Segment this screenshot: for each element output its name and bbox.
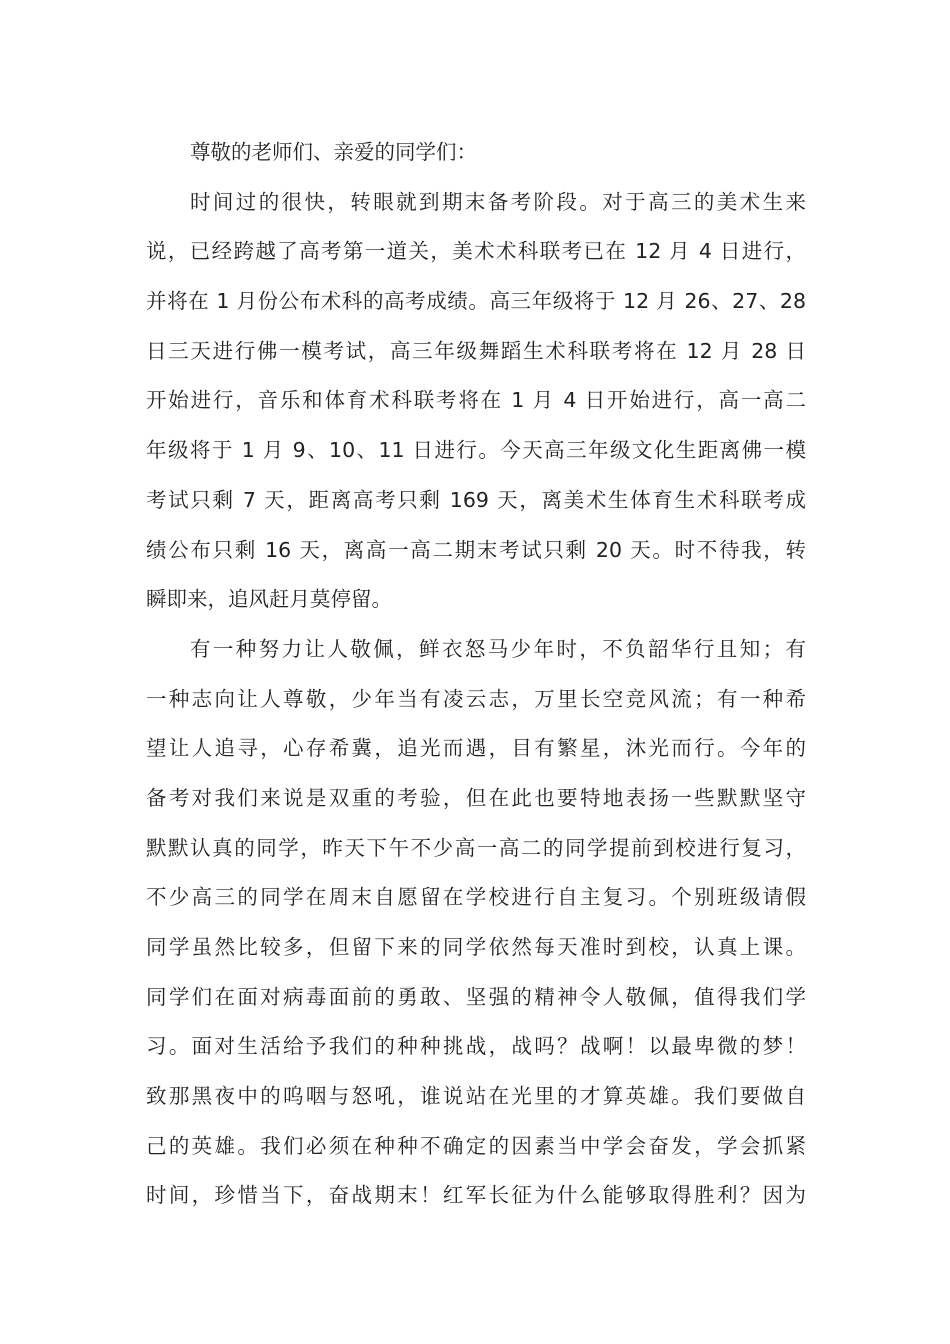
paragraph-2-line: 不少高三的同学在周末自愿留在学校进行自主复习。个别班级请假	[146, 885, 806, 910]
paragraph-2-line: 望让人追寻，心存希冀，追光而遇，目有繁星，沐光而行。今年的	[146, 736, 806, 761]
paragraph-2-line: 有一种努力让人敬佩，鲜衣怒马少年时，不负韶华行且知；有	[190, 636, 806, 661]
paragraph-2-line: 习。面对生活给予我们的种种挑战，战吗？战啊！以最卑微的梦！	[146, 1034, 806, 1059]
paragraph-2-line: 一种志向让人尊敬，少年当有凌云志，万里长空竞风流；有一种希	[146, 686, 806, 711]
paragraph-1-line: 瞬即来，追风赶月莫停留。	[146, 587, 392, 612]
paragraph-1-line: 日三天进行佛一模考试，高三年级舞蹈生术科联考将在 12 月 28 日	[146, 338, 806, 363]
paragraph-2-line: 默默认真的同学，昨天下午不少高一高二的同学提前到校进行复习，	[146, 835, 806, 860]
document-body	[146, 128, 806, 1221]
paragraph-1-line: 考试只剩 7 天，距离高考只剩 169 天，离美术生体育生术科联考成	[146, 487, 806, 512]
paragraph-2-line: 同学们在面对病毒面前的勇敢、坚强的精神令人敬佩，值得我们学	[146, 984, 806, 1009]
paragraph-1-line: 说，已经跨越了高考第一道关，美术术科联考已在 12 月 4 日进行，	[146, 239, 806, 264]
paragraph-1-line: 开始进行，音乐和体育术科联考将在 1 月 4 日开始进行，高一高二	[146, 388, 806, 413]
paragraph-2-line: 致那黑夜中的呜咽与怒吼，谁说站在光里的才算英雄。我们要做自	[146, 1084, 806, 1109]
paragraph-1-line: 并将在 1 月份公布术科的高考成绩。高三年级将于 12 月 26、27、28	[146, 289, 806, 314]
paragraph-2-line: 备考对我们来说是双重的考验，但在此也要特地表扬一些默默坚守	[146, 785, 806, 810]
paragraph-1-line: 绩公布只剩 16 天，离高一高二期末考试只剩 20 天。时不待我，转	[146, 537, 806, 562]
paragraph-1-line: 时间过的很快，转眼就到期末备考阶段。对于高三的美术生来	[190, 189, 806, 214]
paragraph-2-line: 同学虽然比较多，但留下来的同学依然每天准时到校，认真上课。	[146, 935, 806, 959]
paragraph-1-line: 年级将于 1 月 9、10、11 日进行。今天高三年级文化生距离佛一模	[146, 438, 806, 463]
salutation: 尊敬的老师们、亲爱的同学们：	[190, 140, 477, 164]
paragraph-2-line: 时间，珍惜当下，奋战期末！红军长征为什么能够取得胜利？因为	[146, 1183, 806, 1208]
paragraph-2-line: 己的英雄。我们必须在种种不确定的因素当中学会奋发，学会抓紧	[146, 1133, 806, 1158]
